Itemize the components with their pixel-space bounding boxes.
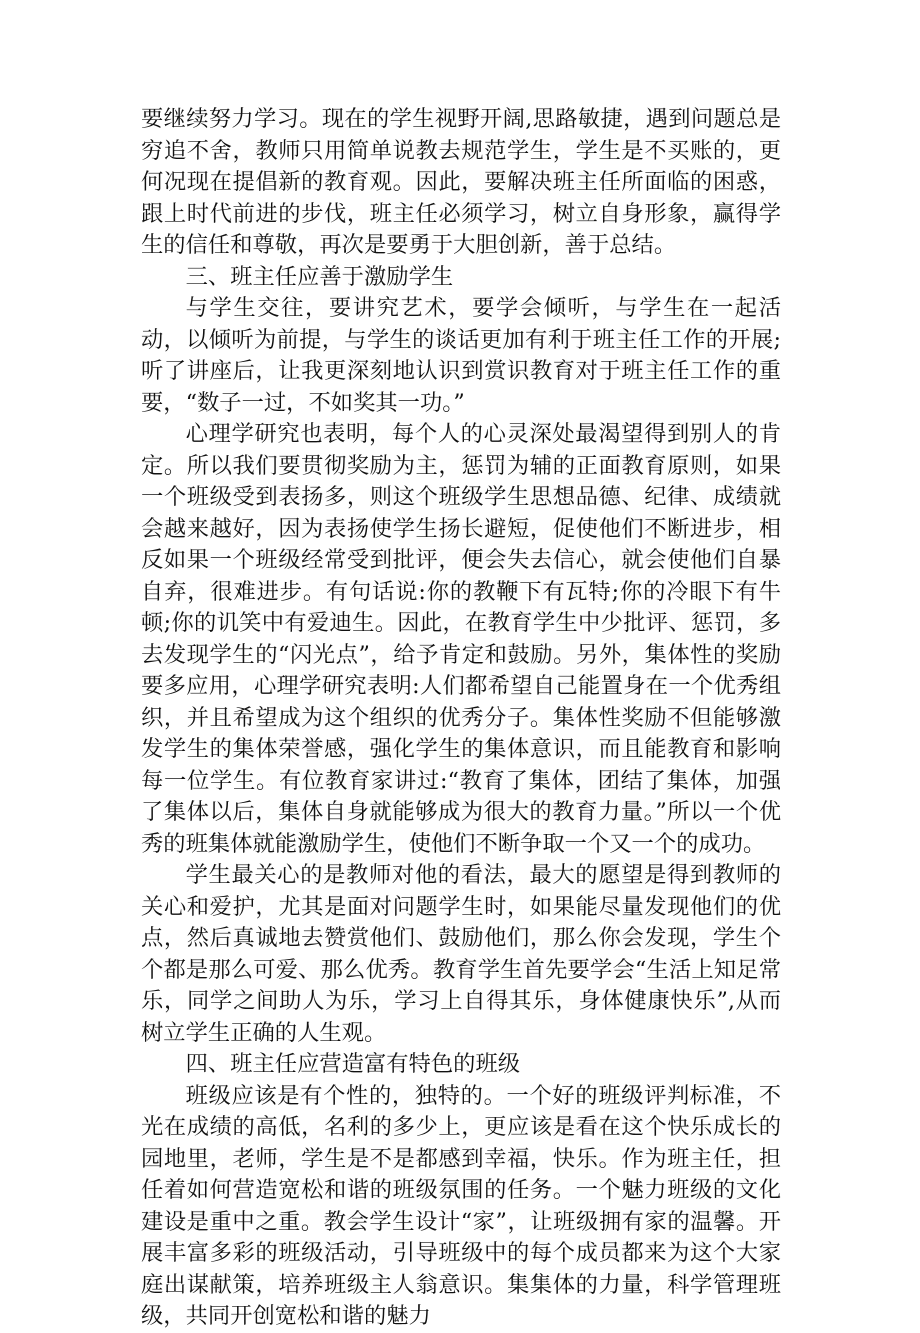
paragraph: 心理学研究也表明，每个人的心灵深处最渴望得到别人的肯定。所以我们要贯彻奖励为主，惩罚为辅的正面教育原则，如果一个班级受到表扬多，则这个班级学生思想品德、纪律、成绩就会越来越好，因为表扬使学生扬长避短，促使他们不断进步，相反如果一个班级经常受到批评，便会失去信心，就会使他们自暴自弃，很难进步。有句话说:你的教鞭下有瓦特;你的冷眼下有牛顿;你的讥笑中有爱迪生。因此，在教育学生中少批评、惩罚，多去发现学生的“闪光点”，给予肯定和鼓励。另外，集体性的奖励要多应用，心理学研究表明:人们都希望自己能置身在一个优秀组织，并且希望成为这个组织的优秀分子。集体性奖励不但能够激发学生的集体荣誉感，强化学生的集体意识，而且能教育和影响每一位学生。有位教育家讲过:“教育了集体，团结了集体，加强了集体以后，集体自身就能够成为很大的教育力量。”所以一个优秀的班集体就能激励学生，使他们不断争取一个又一个的成功。 [141,421,781,857]
document-body [141,104,781,1333]
section-heading-four: 四、班主任应营造富有特色的班级 [185,1051,521,1077]
paragraph: 班级应该是有个性的，独特的。一个好的班级评判标准，不光在成绩的高低，名利的多少上，更应该是看在这个快乐成长的园地里，老师，学生是不是都感到幸福，快乐。作为班主任，担任着如何营造宽松和谐的班级氛围的任务。一个魅力班级的文化建设是重中之重。教会学生设计“家”，让班级拥有家的温馨。开展丰富多彩的班级活动，引导班级中的每个成员都来为这个大家庭出谋献策，培养班级主人翁意识。集集体的力量，科学管理班级，共同开创宽松和谐的魅力 [141,1082,781,1329]
paragraph: 学生最关心的是教师对他的看法，最大的愿望是得到教师的关心和爱护，尤其是面对问题学生时，如果能尽量发现他们的优点，然后真诚地去赞赏他们、鼓励他们，那么你会发现，学生个个都是那么可爱、那么优秀。教育学生首先要学会“生活上知足常乐，同学之间助人为乐，学习上自得其乐，身体健康快乐”,从而树立学生正确的人生观。 [141,862,781,1046]
paragraph: 与学生交往，要讲究艺术，要学会倾听，与学生在一起活动，以倾听为前提，与学生的谈话更加有利于班主任工作的开展;听了讲座后，让我更深刻地认识到赏识教育对于班主任工作的重要，“数子一过，不如奖其一功。” [141,295,781,416]
section-heading-three: 三、班主任应善于激励学生 [185,263,454,290]
paragraph-continuation: 要继续努力学习。现在的学生视野开阔,思路敏捷，遇到问题总是穷追不舍，教师只用简单说教去规范学生，学生是不买账的，更何况现在提倡新的教育观。因此，要解决班主任所面临的困惑，跟上时代前进的步伐，班主任必须学习，树立自身形象，赢得学生的信任和尊敬，再次是要勇于大胆创新，善于总结。 [141,106,781,258]
